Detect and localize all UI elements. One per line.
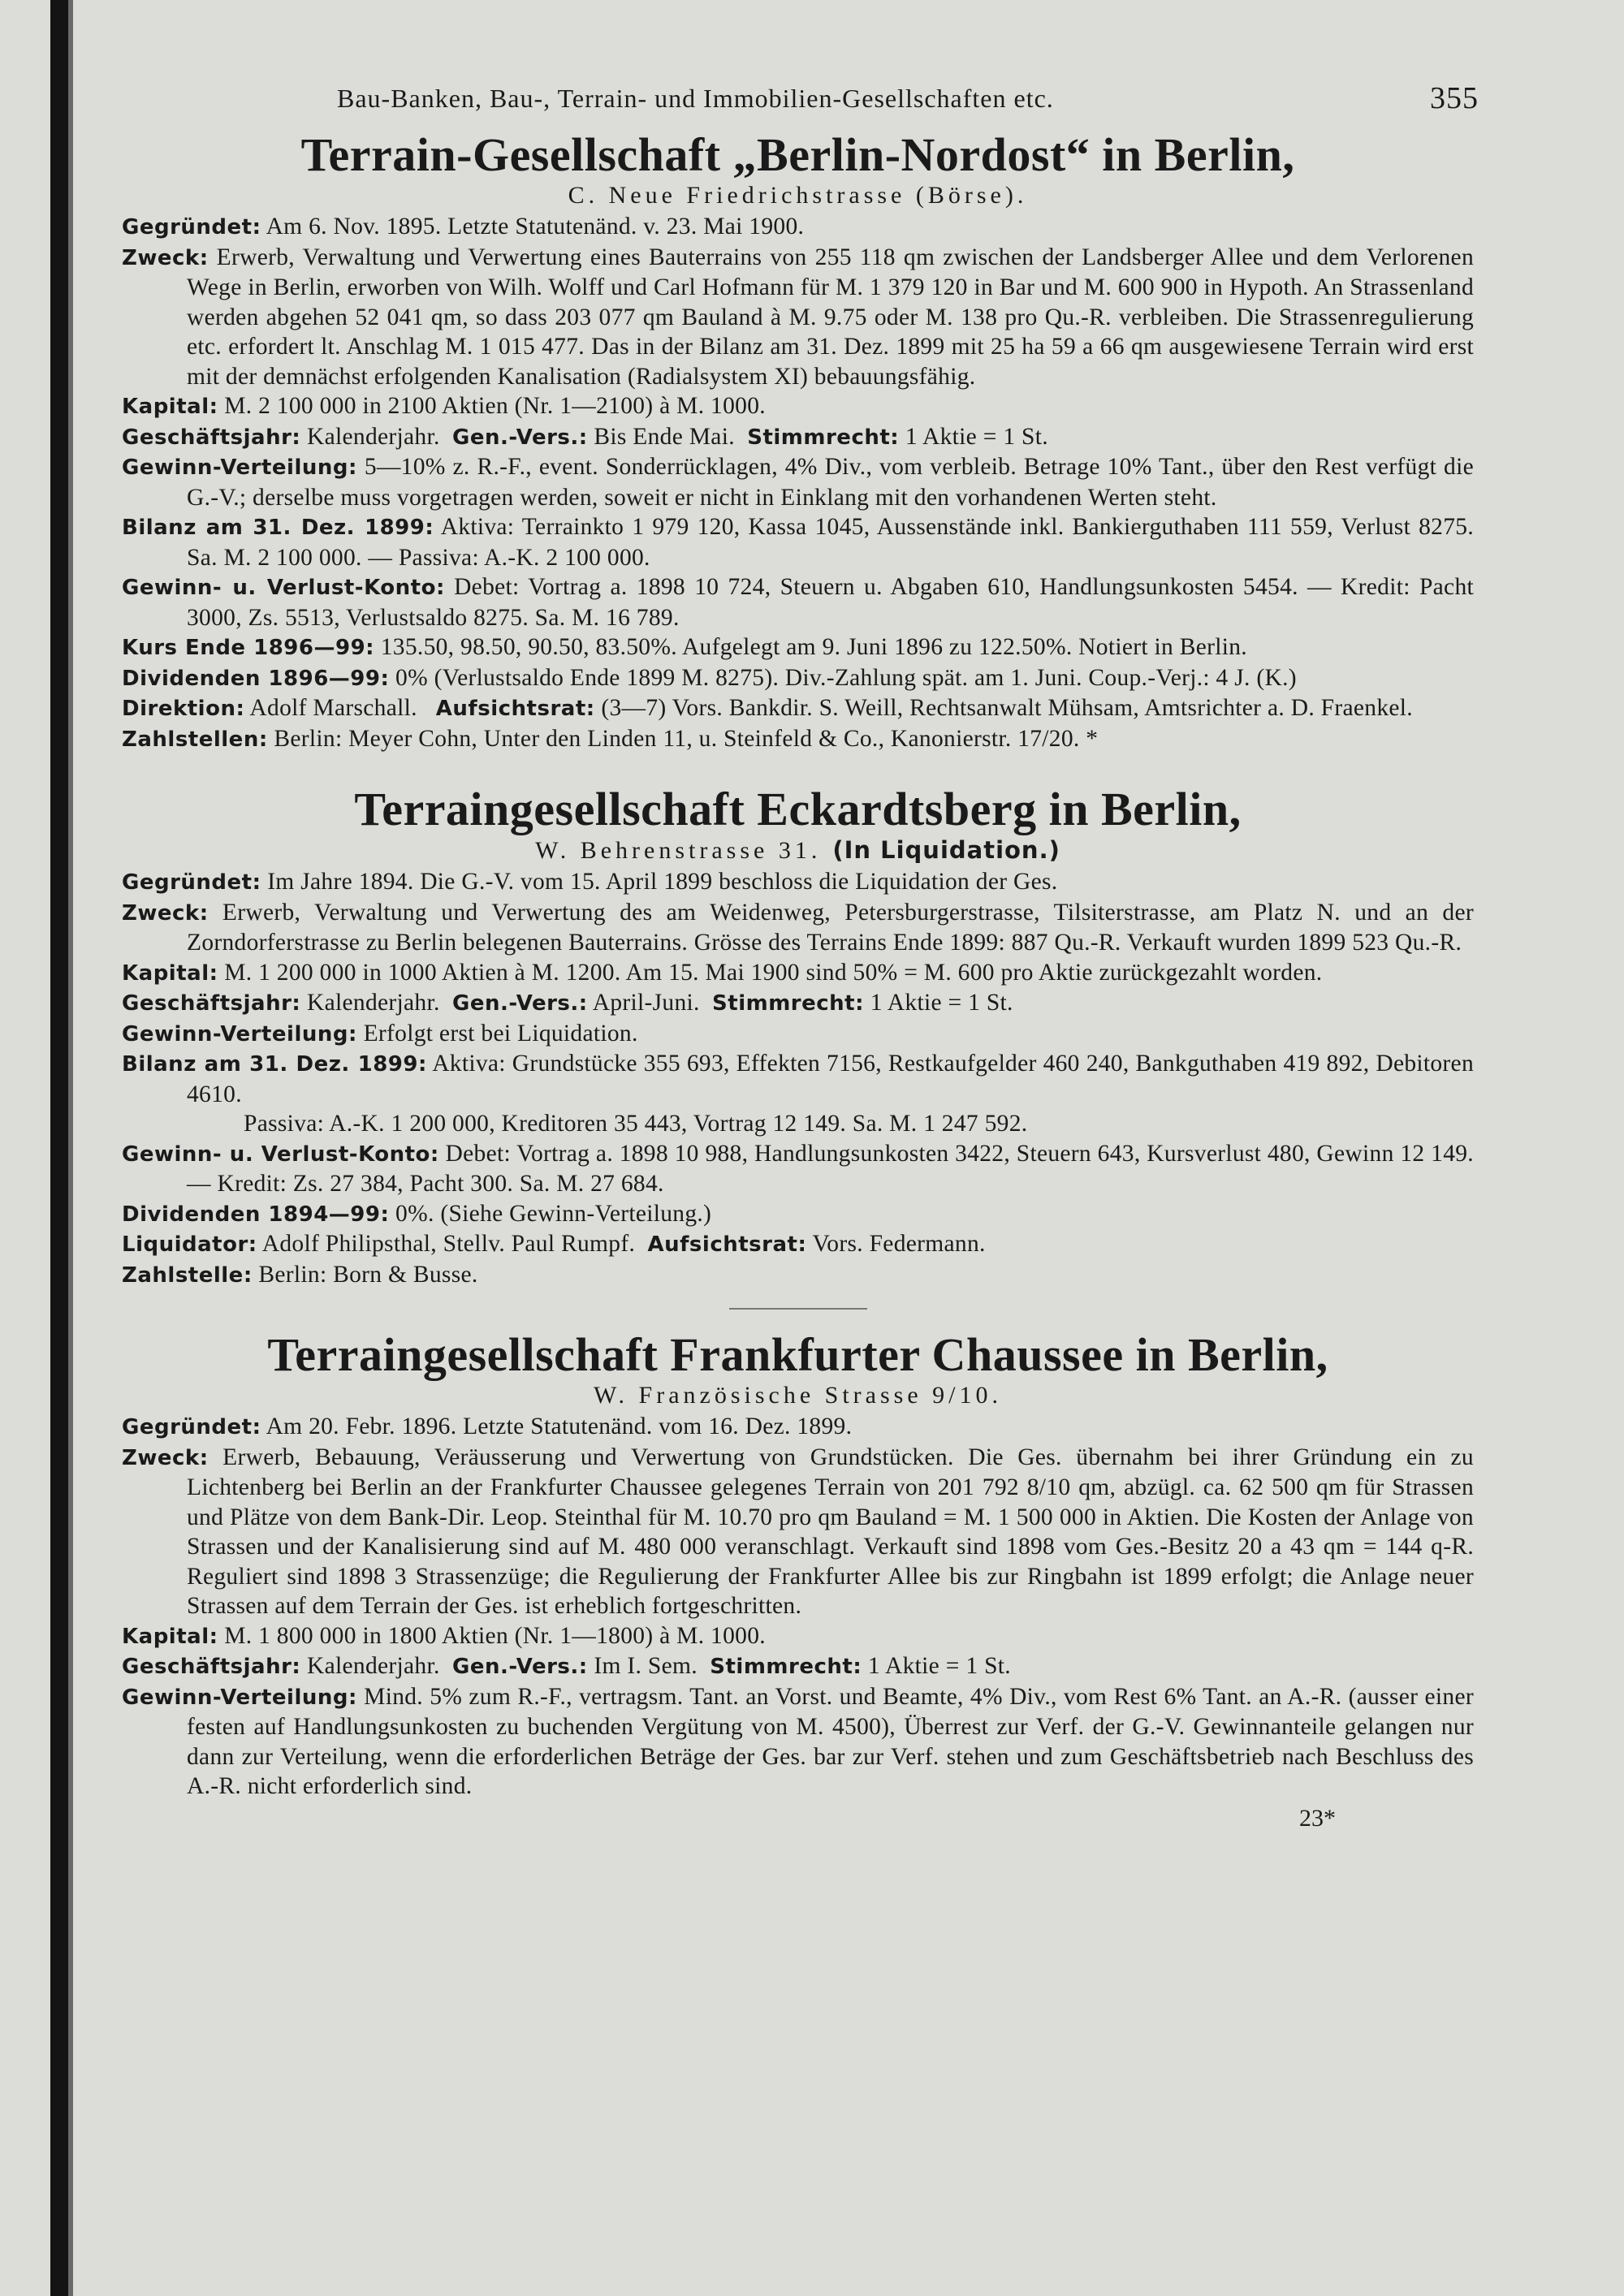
field-gewinn-verteilung: Gewinn-Verteilung: 5—10% z. R.-F., event. Sonderrücklagen, 4% Div., vom verbleib. Betrage 10% Tant., über den Rest verfügt die G.-V.; derselbe muss vorgetragen werden, soweit er nicht in Einklang mit den vorhandenen Werten steht. <box>122 454 1474 511</box>
field-geschaeftsjahr: Geschäftsjahr: Kalenderjahr. Gen.-Vers.: Im I. Sem. Stimmrecht: 1 Aktie = 1 St. <box>122 1653 1011 1679</box>
field-liquidator: Liquidator: Adolf Philipsthal, Stellv. Paul Rumpf. Aufsichtsrat: Vors. Federmann. <box>122 1231 986 1257</box>
field-bilanz: Bilanz am 31. Dez. 1899: Aktiva: Terrainkto 1 979 120, Kassa 1045, Aussenstände inkl. Bankierguthaben 111 559, Verlust 8275. Sa. M. 2 100 000. — Passiva: A.-K. 2 100 000. <box>122 514 1475 571</box>
field-direktion: Direktion: Adolf Marschall. Aufsichtsrat: (3—7) Vors. Bankdir. S. Weill, Rechtsanwalt Mühsam, Amtsrichter a. D. Fraenkel. <box>122 695 1413 721</box>
entry-berlin-nordost <box>122 129 1474 754</box>
field-geschaeftsjahr: Geschäftsjahr: Kalenderjahr. Gen.-Vers.: Bis Ende Mai. Stimmrecht: 1 Aktie = 1 St. <box>122 423 1048 450</box>
entry-title: Terraingesellschaft Frankfurter Chaussee in Berlin, <box>267 1328 1328 1381</box>
entry-address: C. Neue Friedrichstrasse (Börse). <box>568 182 1028 209</box>
entry-address: W. Französische Strasse 9/10. <box>593 1382 1002 1409</box>
field-gewinn-verlust-konto: Gewinn- u. Verlust-Konto: Debet: Vortrag a. 1898 10 724, Steuern u. Abgaben 610, Handlungsunkosten 5454. — Kredit: Pacht 3000, Zs. 5513, Verlustsaldo 8275. Sa. M. 16 789. <box>122 574 1474 631</box>
scan-binding-edge <box>50 0 68 2296</box>
field-zweck: Zweck: Erwerb, Verwaltung und Verwertung eines Bauterrains von 255 118 qm zwischen der Landsberger Allee und dem Verlorenen Wege in Berlin, erworben von Wilh. Wolff und Carl Hofmann für M. 1 379 120 in Bar und M. 600 900 in Hypoth. An Strassenland werden abgehen 52 041 qm, so dass 203 077 qm Bauland à M. 9.75 oder M. 138 pro Qu.-R. verbleiben. Die Strassenregulierung etc. erfordert lt. Anschlag M. 1 015 477. Das in der Bilanz am 31. Dez. 1899 mit 25 ha 59 a 66 qm ausgewiesene Terrain wird erst mit der demnächst erfolgenden Kanalisation (Radialsystem XI) bebauungsfähig. <box>122 244 1474 390</box>
entry-title: Terrain-Gesellschaft „Berlin-Nordost“ in Berlin, <box>300 128 1295 181</box>
running-title: Bau-Banken, Bau-, Terrain- und Immobilien-Gesellschaften etc. <box>337 84 1054 113</box>
running-head <box>122 77 1479 126</box>
entry-title: Terraingesellschaft Eckardtsberg in Berlin, <box>354 783 1242 835</box>
field-kurs: Kurs Ende 1896—99: 135.50, 98.50, 90.50, 83.50%. Aufgelegt am 9. Juni 1896 zu 122.50%. Notiert in Berlin. <box>122 634 1247 660</box>
field-zahlstelle: Zahlstelle: Berlin: Born & Busse. <box>122 1261 478 1288</box>
scan-binding-shadow <box>68 0 73 2296</box>
field-bilanz-passiva: Passiva: A.-K. 1 200 000, Kreditoren 35 443, Vortrag 12 149. Sa. M. 1 247 592. <box>244 1111 1028 1137</box>
entry-separator <box>729 1308 867 1310</box>
field-kapital: Kapital: M. 1 200 000 in 1000 Aktien à M. 1200. Am 15. Mai 1900 sind 50% = M. 600 pro Aktie zurückgezahlt worden. <box>122 959 1323 986</box>
field-gegruendet: Gegründet: Am 6. Nov. 1895. Letzte Statutenänd. v. 23. Mai 1900. <box>122 214 805 240</box>
field-bilanz: Bilanz am 31. Dez. 1899: Aktiva: Grundstücke 355 693, Effekten 7156, Restkaufgelder 460 240, Bankguthaben 419 892, Debitoren 4610. <box>122 1051 1474 1107</box>
field-dividenden: Dividenden 1894—99: 0%. (Siehe Gewinn-Verteilung.) <box>122 1200 712 1227</box>
field-gegruendet: Gegründet: Am 20. Febr. 1896. Letzte Statutenänd. vom 16. Dez. 1899. <box>122 1413 853 1439</box>
field-geschaeftsjahr: Geschäftsjahr: Kalenderjahr. Gen.-Vers.: April-Juni. Stimmrecht: 1 Aktie = 1 St. <box>122 990 1013 1016</box>
entry-frankfurter-chaussee <box>122 1329 1474 1802</box>
entry-address: W. Behrenstrasse 31. (In Liquidation.) <box>535 836 1060 864</box>
field-kapital: Kapital: M. 1 800 000 in 1800 Aktien (Nr. 1—1800) à M. 1000. <box>122 1622 766 1649</box>
field-zweck: Zweck: Erwerb, Verwaltung und Verwertung des am Weidenweg, Petersburgerstrasse, Tilsiterstrasse, am Platz N. und an der Zorndorferstrasse zu Berlin belegenen Bauterrains. Grösse des Terrains Ende 1899: 887 Qu.-R. Verkauft wurden 1899 523 Qu.-R. <box>122 899 1474 956</box>
field-dividenden: Dividenden 1896—99: 0% (Verlustsaldo Ende 1899 M. 8275). Div.-Zahlung spät. am 1. Juni. Coup.-Verj.: 4 J. (K.) <box>122 664 1297 691</box>
signature-row <box>122 1802 1474 1834</box>
entry-eckardtsberg <box>122 783 1474 1290</box>
field-zahlstellen: Zahlstellen: Berlin: Meyer Cohn, Unter den Linden 11, u. Steinfeld & Co., Kanonierstr. 17/20. * <box>122 725 1099 752</box>
field-gewinn-verteilung: Gewinn-Verteilung: Erfolgt erst bei Liquidation. <box>122 1020 638 1047</box>
field-gegruendet: Gegründet: Im Jahre 1894. Die G.-V. vom 15. April 1899 beschloss die Liquidation der Ges. <box>122 869 1058 895</box>
page <box>122 77 1479 1834</box>
liquidation-status: (In Liquidation.) <box>832 836 1060 864</box>
signature-mark: 23* <box>1299 1804 1336 1832</box>
field-gewinn-verteilung: Gewinn-Verteilung: Mind. 5% zum R.-F., vertragsm. Tant. an Vorst. und Beamte, 4% Div., vom Rest 6% Tant. an A.-R. (ausser einer festen auf Handlungsunkosten zu buchenden Vergütung von M. 4500), Überrest zur Verf. der G.-V. Gewinnanteile gelangen nur dann zur Verteilung, wenn die erforderlichen Beträge der Ges. bar zur Verf. stehen und zum Geschäftsbetrieb nach Beschluss des A.-R. nicht erforderlich sind. <box>122 1683 1474 1799</box>
page-number: 355 <box>1430 81 1479 115</box>
field-zweck: Zweck: Erwerb, Bebauung, Veräusserung und Verwertung von Grundstücken. Die Ges. übernahm bei ihrer Gründung ein zu Lichtenberg bei Berlin an der Frankfurter Chaussee gelegenes Terrain von 201 792 8/10 qm, abzügl. ca. 62 500 qm für Strassen und Plätze von dem Bank-Dir. Leop. Steinthal für M. 10.70 pro qm Bauland = M. 1 500 000 in Aktien. Die Kosten der Anlage von Strassen und der Kanalisierung sind auf M. 480 000 veranschlagt. Verkauft sind 1898 vom Ges.-Besitz 20 a 43 qm = 144 q-R. Reguliert sind 1898 3 Strassenzüge; die Regulierung der Frankfurter Allee bis zur Ringbahn ist 1899 erfolgt; die Anlage neuer Strassen auf dem Terrain der Ges. ist erheblich fortgeschritten. <box>122 1444 1474 1619</box>
field-gewinn-verlust-konto: Gewinn- u. Verlust-Konto: Debet: Vortrag a. 1898 10 988, Handlungsunkosten 3422, Steuern 643, Kursverlust 480, Gewinn 12 149. — Kredit: Zs. 27 384, Pacht 300. Sa. M. 27 684. <box>122 1140 1474 1197</box>
field-kapital: Kapital: M. 2 100 000 in 2100 Aktien (Nr. 1—2100) à M. 1000. <box>122 393 766 419</box>
